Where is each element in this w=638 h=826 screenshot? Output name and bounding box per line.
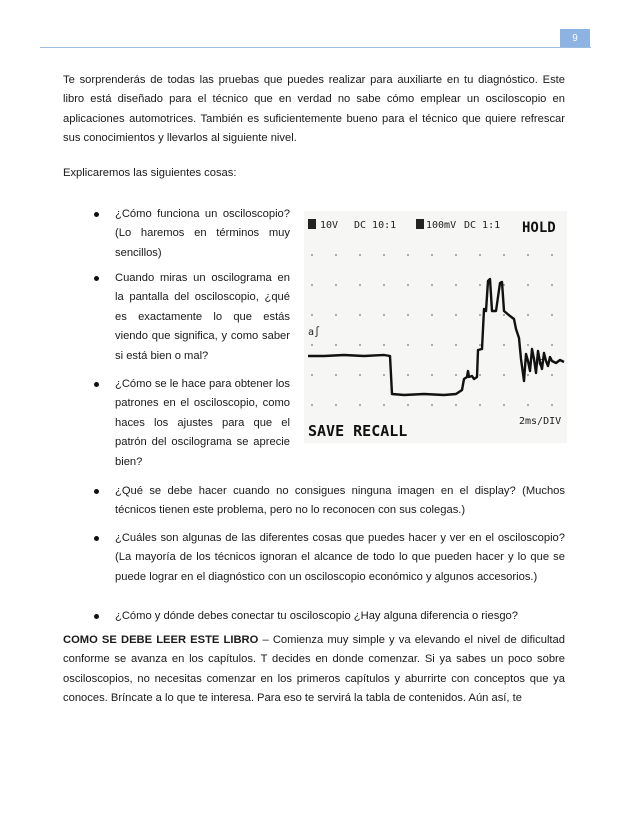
section-heading: COMO SE DEBE LEER ESTE LIBRO — [63, 634, 259, 646]
bullet-dot — [94, 212, 99, 217]
grid-dot — [527, 254, 529, 256]
ch1-indicator-icon — [308, 219, 316, 229]
grid-dot — [335, 284, 337, 286]
grid-dot — [359, 314, 361, 316]
grid-dot — [503, 314, 505, 316]
oscilloscope-screen — [304, 211, 567, 443]
grid-dot — [455, 314, 457, 316]
grid-dot — [383, 374, 385, 376]
grid-dot — [335, 254, 337, 256]
ch1-mode: DC 10:1 — [354, 220, 397, 231]
grid-dot — [479, 374, 481, 376]
grid-dot — [383, 314, 385, 316]
grid-dot — [383, 254, 385, 256]
grid-dot — [431, 344, 433, 346]
grid-dot — [335, 314, 337, 316]
grid-dot — [335, 404, 337, 406]
bullet-dot — [94, 614, 99, 619]
grid-dot — [311, 404, 313, 406]
grid-dot — [527, 374, 529, 376]
ch2-indicator-icon — [416, 219, 424, 229]
grid-dot — [551, 404, 553, 406]
trigger-symbol: a∫ — [308, 327, 321, 338]
grid-dot — [431, 254, 433, 256]
grid-dot — [359, 344, 361, 346]
grid-dot — [383, 344, 385, 346]
grid-dot — [551, 284, 553, 286]
grid-dot — [479, 404, 481, 406]
grid-dot — [383, 404, 385, 406]
grid-dot — [359, 254, 361, 256]
hold-indicator: HOLD — [522, 220, 556, 236]
grid-dot — [527, 344, 529, 346]
bullet-item: ¿Qué se debe hacer cuando no consigues ninguna imagen en el display? (Muchos técnicos tienen este problema, pero no lo reconocen con sus colegas.) — [115, 485, 565, 517]
grid-dot — [431, 314, 433, 316]
grid-dot — [455, 344, 457, 346]
grid-dot — [551, 374, 553, 376]
grid-dot — [455, 374, 457, 376]
ch1-volts: 10V — [320, 220, 339, 231]
grid-dot — [479, 284, 481, 286]
grid-dot — [359, 374, 361, 376]
grid-dot — [407, 344, 409, 346]
grid-dot — [527, 284, 529, 286]
grid-dot — [527, 314, 529, 316]
bullet-item: ¿Cuáles son algunas de las diferentes cosas que puedes hacer y ver en el osciloscopio? (La mayoría de los técnicos ignoran el alcance de todo lo que pueden hacer y lo que se puede lograr en el diagnóstico con un osciloscopio económico y algunos accesorios.) — [115, 532, 565, 583]
ch2-volts: 100mV — [426, 220, 457, 231]
grid-dot — [551, 314, 553, 316]
grid-dot — [407, 374, 409, 376]
grid-dot — [311, 314, 313, 316]
grid-dot — [407, 254, 409, 256]
grid-dot — [407, 404, 409, 406]
intro-paragraph: Te sorprenderás de todas las pruebas que puedes realizar para auxiliarte en tu diagnóstico. Este libro está diseñado para el técnico que en verdad no sabe cómo emplear un osciloscopio en aplicaciones automotrices. También es suficientemente bueno para el técnico que quiere refrescar sus conocimientos y llevarlos al siguiente nivel. — [63, 74, 565, 145]
grid-dot — [431, 404, 433, 406]
how-to-read-paragraph — [63, 631, 565, 709]
explain-intro: Explicaremos las siguientes cosas: — [63, 167, 237, 179]
ch2-mode: DC 1:1 — [464, 220, 501, 231]
grid-dot — [311, 344, 313, 346]
header-rule — [40, 47, 591, 48]
grid-dot — [479, 314, 481, 316]
grid-dot — [359, 284, 361, 286]
grid-dot — [551, 344, 553, 346]
section-text: – Comienza muy simple y va elevando el nivel de dificultad conforme se avanza en los capítulos. T decides en donde comenzar. Si ya sabes un poco sobre osciloscopios, no necesitas comenzar en los primeros capítulos y aburrirte con conceptos que ya conoces. Bríncate a lo que te interesa. Para eso te servirá la tabla de contenidos. Aún así, te — [63, 634, 565, 705]
grid-dot — [335, 374, 337, 376]
page-number: 9 — [560, 29, 590, 48]
grid-dot — [479, 344, 481, 346]
grid-dot — [551, 254, 553, 256]
grid-dot — [503, 254, 505, 256]
grid-dot — [503, 374, 505, 376]
bullet-item: Cuando miras un oscilograma en la pantalla del osciloscopio, ¿qué es exactamente lo que estás viendo que significa, y como saber si está bien o mal? — [115, 272, 290, 362]
save-recall-label: SAVE RECALL — [308, 422, 408, 440]
grid-dot — [431, 284, 433, 286]
grid-dot — [311, 254, 313, 256]
bullet-dot — [94, 489, 99, 494]
grid-dot — [455, 404, 457, 406]
bullet-dot — [94, 382, 99, 387]
grid-dot — [407, 314, 409, 316]
timebase: 2ms/DIV — [519, 416, 562, 427]
ch2-marker-icon: θ — [538, 358, 545, 369]
grid-dot — [359, 404, 361, 406]
grid-dot — [527, 404, 529, 406]
grid-dot — [503, 344, 505, 346]
grid-dot — [335, 344, 337, 346]
bullet-item: ¿Cómo funciona un osciloscopio? (Lo haremos en términos muy sencillos) — [115, 208, 290, 259]
grid-dot — [479, 254, 481, 256]
grid-dot — [311, 284, 313, 286]
bullet-dot — [94, 276, 99, 281]
bullet-item: ¿Cómo se le hace para obtener los patrones en el osciloscopio, como haces los ajustes para que el patrón del oscilograma se aprecie bien? — [115, 378, 290, 468]
grid-dot — [455, 254, 457, 256]
grid-dot — [383, 284, 385, 286]
grid-dot — [455, 284, 457, 286]
grid-dot — [311, 374, 313, 376]
bullet-dot — [94, 536, 99, 541]
grid-dot — [407, 284, 409, 286]
grid-dot — [431, 374, 433, 376]
bullet-item: ¿Cómo y dónde debes conectar tu osciloscopio ¿Hay alguna diferencia o riesgo? — [115, 610, 518, 622]
grid-dot — [503, 404, 505, 406]
